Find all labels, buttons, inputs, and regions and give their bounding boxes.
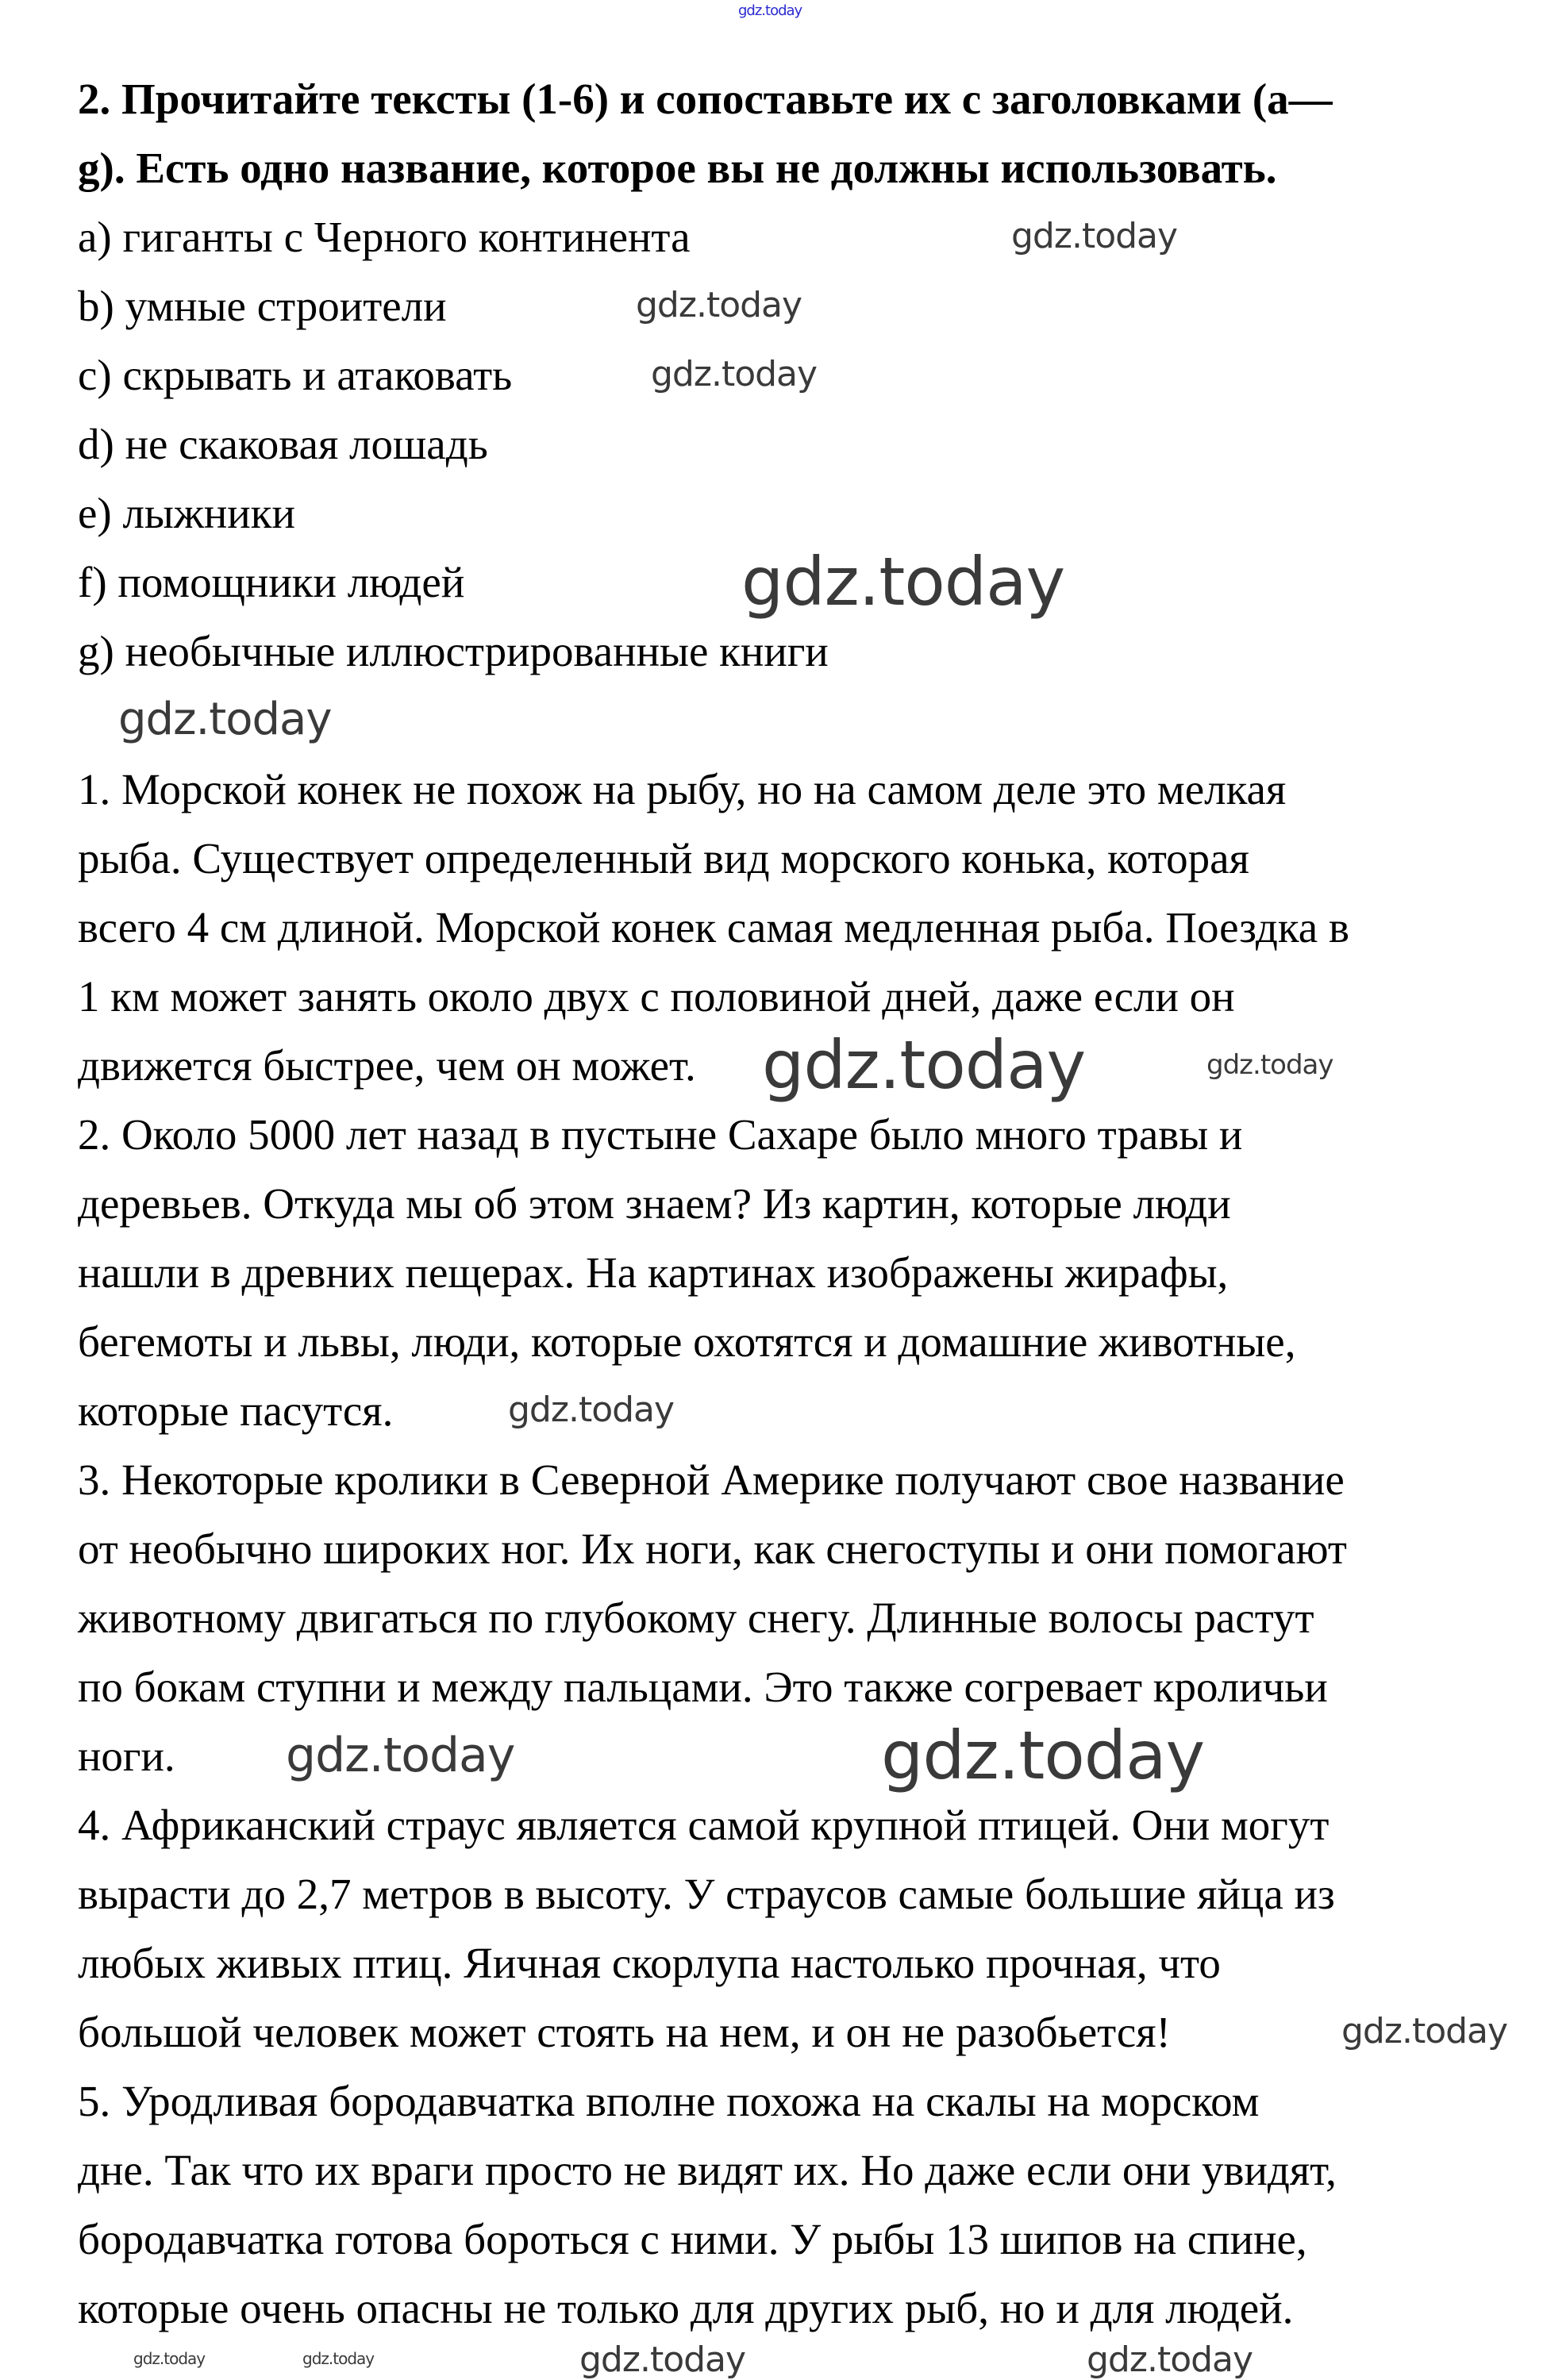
text-line: бородавчатка готова бороться с ними. У рыбы 13 шипов на спине, [78,2215,1307,2263]
heading-option-a: a) гиганты с Черного континента [78,213,691,261]
text-4 [78,1790,1349,2067]
text-line: по бокам ступни и между пальцами. Это также согревает кроличьи [78,1663,1328,1711]
watermark: gdz.today [651,354,818,394]
text-5 [78,2067,1349,2343]
text-line: 3. Некоторые кролики в Северной Америке получают свое название [78,1455,1345,1504]
task-heading-line-1: 2. Прочитайте тексты (1-6) и сопоставьте их с заголовками (a— [78,75,1333,123]
text-line: 4. Африканский страус является самой крупной птицей. Они могут [78,1801,1330,1849]
text-line: нашли в древних пещерах. На картинах изображены жирафы, [78,1248,1229,1297]
heading-option-g: g) необычные иллюстрированные книги [78,627,829,675]
text-2 [78,1100,1349,1445]
watermark: gdz.today [286,1728,515,1783]
text-line: ноги. [78,1732,175,1780]
watermark: gdz.today [1011,216,1178,256]
heading-option-c: c) скрывать и атаковать [78,351,513,399]
text-line: которые пасутся. [78,1386,394,1435]
watermark: gdz.today [1206,1049,1333,1081]
watermark: gdz.today [738,2,802,19]
text-line: дне. Так что их враги просто не видят их. Но даже если они увидят, [78,2146,1337,2194]
watermark: gdz.today [1087,2340,1253,2380]
text-line: 1 км может занять около двух с половиной дней, даже если он [78,972,1235,1021]
text-line: деревьев. Откуда мы об этом знаем? Из картин, которые люди [78,1179,1231,1228]
heading-option-e: e) лыжники [78,489,295,537]
text-line: животному двигаться по глубокому снегу. Длинные волосы растут [78,1594,1314,1642]
watermark: gdz.today [579,2340,746,2380]
watermark: gdz.today [508,1390,675,1430]
heading-option-b: b) умные строители [78,282,447,330]
heading-option-f: f) помощники людей [78,558,465,606]
watermark: gdz.today [636,285,802,325]
watermark: gdz.today [1341,2011,1508,2051]
exercise-page [78,64,1349,2343]
watermark: gdz.today [762,1026,1086,1104]
watermark: gdz.today [133,2349,206,2368]
watermark: gdz.today [118,694,332,745]
text-line: движется быстрее, чем он может. [78,1041,696,1090]
text-line: всего 4 см длиной. Морской конек самая медленная рыба. Поездка в [78,903,1349,952]
text-line: 5. Уродливая бородавчатка вполне похожа на скалы на морском [78,2077,1260,2125]
text-line: рыба. Существует определенный вид морского конька, которая [78,834,1249,882]
text-line: большой человек может стоять на нем, и он не разобьется! [78,2008,1171,2056]
text-line: бегемоты и львы, люди, которые охотятся и домашние животные, [78,1317,1296,1366]
watermark: gdz.today [741,543,1065,621]
text-line: от необычно широких ног. Их ноги, как снегоступы и они помогают [78,1525,1347,1573]
watermark: gdz.today [302,2349,375,2368]
text-line: 2. Около 5000 лет назад в пустыне Сахаре было много травы и [78,1110,1243,1159]
text-line: любых живых птиц. Яичная скорлупа настолько прочная, что [78,1939,1221,1987]
watermark: gdz.today [881,1717,1205,1794]
heading-option-d: d) не скаковая лошадь [78,420,488,468]
text-1 [78,755,1349,1104]
text-line: 1. Морской конек не похож на рыбу, но на самом деле это мелкая [78,765,1287,813]
task-heading-line-2: g). Есть одно название, которое вы не должны использовать. [78,144,1277,192]
text-line: которые очень опасны не только для других рыб, но и для людей. [78,2284,1294,2332]
text-line: вырасти до 2,7 метров в высоту. У страусов самые большие яйца из [78,1870,1335,1918]
